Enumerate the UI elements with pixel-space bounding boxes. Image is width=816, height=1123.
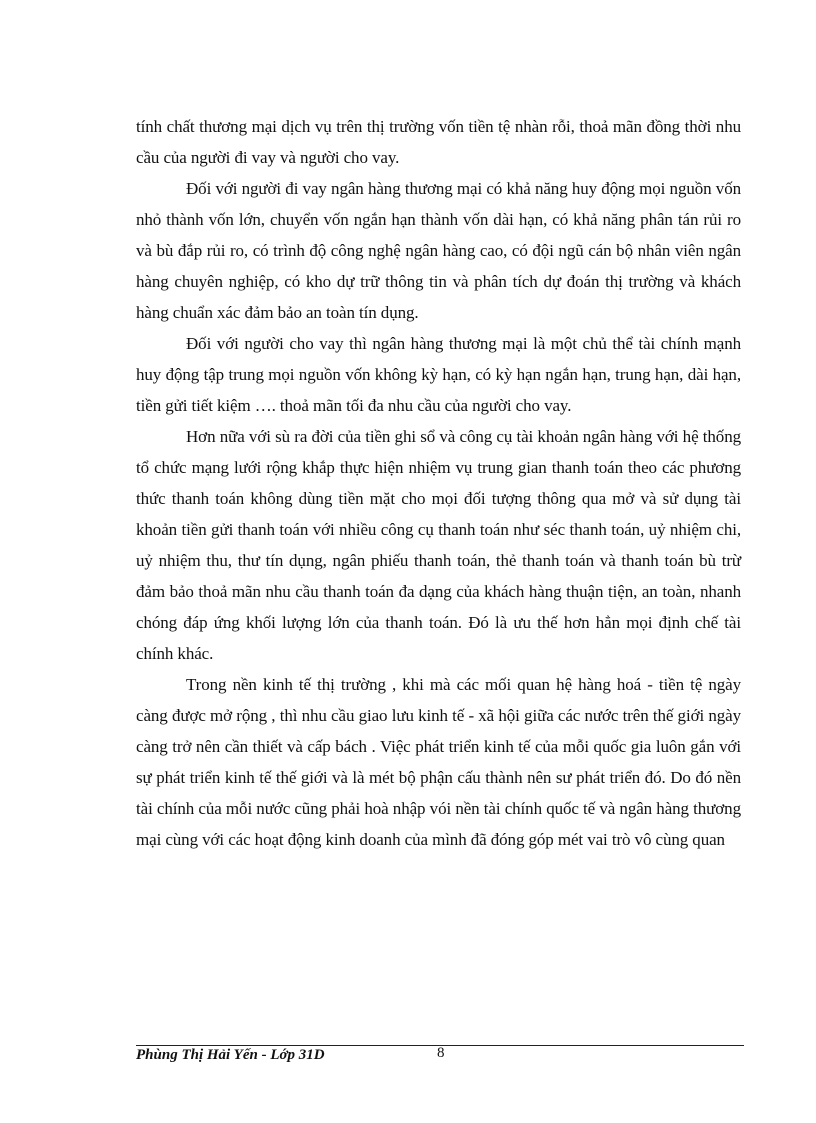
page-number: 8 xyxy=(437,1045,445,1061)
paragraph-2: Đối với người đi vay ngân hàng thương mại có khả năng huy động mọi nguồn vốn nhỏ thành vốn lớn, chuyển vốn ngắn hạn thành vốn dài hạn, có khả năng phân tán rủi ro và bù đắp rủi ro, có trình độ công nghệ ngân hàng cao, có đội ngũ cán bộ nhân viên ngân hàng chuyên nghiệp, có kho dự trữ thông tin và phân tích dự đoán thị trường và khách hàng chuẩn xác đảm bảo an toàn tín dụng. xyxy=(136,179,741,322)
paragraph-4: Hơn nữa với sù ra đời của tiền ghi sổ và công cụ tài khoản ngân hàng với hệ thống tổ chức mạng lưới rộng khắp thực hiện nhiệm vụ trung gian thanh toán theo các phương thức thanh toán không dùng tiền mặt cho mọi đối tượng thông qua mở và sử dụng tài khoản tiền gửi thanh toán với nhiều công cụ thanh toán như séc thanh toán, uỷ nhiệm chi, uỷ nhiệm thu, thư tín dụng, ngân phiếu thanh toán, thẻ thanh toán và thanh toán bù trừ đảm bảo thoả mãn nhu cầu thanh toán đa dạng của khách hàng thuận tiện, an toàn, nhanh chóng đáp ứng khối lượng lớn của thanh toán. Đó là ưu thế hơn hẳn mọi định chế tài chính khác. xyxy=(136,427,741,663)
paragraph-5: Trong nền kinh tế thị trường , khi mà các mối quan hệ hàng hoá - tiền tệ ngày càng được mở rộng , thì nhu cầu giao lưu kinh tế - xã hội giữa các nước trên thế giới ngày càng trở nên cần thiết và cấp bách . Việc phát triển kinh tế của mỗi quốc gia luôn gắn với sự phát triển kinh tế thế giới và là mét bộ phận cấu thành nên sư phát triển đó. Do đó nền tài chính của mỗi nước cũng phải hoà nhập vói nền tài chính quốc tế và ngân hàng thương mại cùng với các hoạt động kinh doanh của mình đã đóng góp mét vai trò vô cùng quan xyxy=(136,675,741,849)
paragraph-1: tính chất thương mại dịch vụ trên thị trường vốn tiền tệ nhàn rỗi, thoả mãn đồng thời nhu cầu của người đi vay và người cho vay. xyxy=(136,117,741,167)
paragraph-3: Đối với người cho vay thì ngân hàng thương mại là một chủ thể tài chính mạnh huy động tập trung mọi nguồn vốn không kỳ hạn, có kỳ hạn ngắn hạn, trung hạn, dài hạn, tiền gửi tiết kiệm …. thoả mãn tối đa nhu cầu của người cho vay. xyxy=(136,334,741,415)
document-body xyxy=(136,111,741,855)
footer-author: Phùng Thị Hải Yến - Lớp 31D xyxy=(136,1047,325,1063)
